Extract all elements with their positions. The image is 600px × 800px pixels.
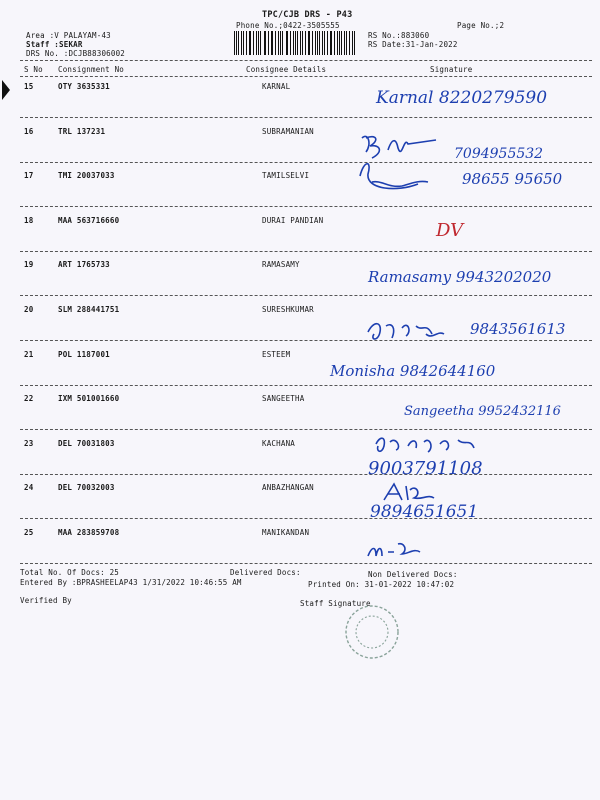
divider: [20, 563, 592, 564]
handwriting-row-24: 9894651651: [370, 502, 479, 522]
consignee-name: ESTEEM: [262, 350, 291, 359]
barcode-bar: [341, 31, 342, 55]
page-number: Page No.;2: [457, 21, 505, 30]
barcode-bar: [243, 31, 244, 55]
handwriting-row-19: Ramasamy 9943202020: [368, 268, 552, 286]
consignment-number: MAA 283859708: [58, 528, 120, 537]
barcode-bar: [275, 31, 276, 55]
staff-signature-label: Staff Signature: [300, 599, 371, 608]
barcode-bar: [300, 31, 301, 55]
row-divider: [20, 474, 592, 475]
barcode-bar: [290, 31, 291, 55]
barcode-bar: [253, 31, 254, 55]
barcode-bar: [241, 31, 242, 55]
barcode-bar: [309, 31, 310, 55]
barcode: [234, 31, 356, 55]
consignee-name: SURESHKUMAR: [262, 305, 314, 314]
non-delivered-docs: Non Delivered Docs:: [368, 570, 458, 579]
consignment-number: POL 1187001: [58, 350, 110, 359]
row-serial-number: 21: [24, 350, 34, 359]
office-stamp: [334, 604, 410, 660]
verified-by: Verified By: [20, 596, 72, 605]
consignee-name: MANIKANDAN: [262, 528, 310, 537]
entered-by: Entered By :BPRASHEELAP43 1/31/2022 10:46:55 AM: [20, 578, 242, 587]
divider: [20, 60, 592, 61]
barcode-bar: [260, 31, 261, 55]
consignment-number: ART 1765733: [58, 260, 110, 269]
barcode-bar: [282, 31, 283, 55]
row-divider: [20, 340, 592, 341]
barcode-bar: [352, 31, 353, 55]
row-divider: [20, 162, 592, 163]
divider: [20, 76, 592, 77]
handwriting-row-15: Karnal 8220279590: [376, 88, 548, 108]
area-label: Area :V PALAYAM-43: [26, 31, 111, 40]
consignee-name: SANGEETHA: [262, 394, 305, 403]
row-serial-number: 18: [24, 216, 34, 225]
printed-on: Printed On: 31-01-2022 10:47:02: [308, 580, 455, 589]
row-divider: [20, 429, 592, 430]
consignee-name: TAMILSELVI: [262, 171, 310, 180]
row-serial-number: 22: [24, 394, 34, 403]
consignment-number: MAA 563716660: [58, 216, 120, 225]
row-serial-number: 16: [24, 127, 34, 136]
delivered-docs: Delivered Docs:: [230, 568, 301, 577]
consignee-name: KARNAL: [262, 82, 291, 91]
handwriting-row-16: 7094955532: [454, 146, 544, 162]
consignment-number: SLM 288441751: [58, 305, 120, 314]
consignee-name: ANBAZHANGAN: [262, 483, 314, 492]
row-serial-number: 23: [24, 439, 34, 448]
row-divider: [20, 117, 592, 118]
phone-number: Phone No.;0422-3505555: [236, 21, 340, 30]
total-docs: Total No. Of Docs: 25: [20, 568, 120, 577]
rs-number: RS No.:883060: [368, 31, 430, 40]
row-serial-number: 19: [24, 260, 34, 269]
drs-number: DRS No. :DCJB88306002: [26, 49, 126, 58]
col-signature-header: Signature: [430, 65, 473, 74]
barcode-bar: [268, 31, 269, 55]
handwriting-row-18: DV: [436, 220, 464, 241]
consignee-name: KACHANA: [262, 439, 296, 448]
barcode-bar: [302, 31, 303, 55]
row-divider: [20, 518, 592, 519]
col-consignee-header: Consignee Details: [246, 65, 327, 74]
handwriting-row-17: 98655 95650: [462, 170, 563, 188]
signature-scribble-16-17: [358, 130, 458, 200]
row-serial-number: 15: [24, 82, 34, 91]
barcode-bar: [315, 31, 316, 55]
tamil-signature-row-23: [374, 432, 494, 460]
row-serial-number: 25: [24, 528, 34, 537]
handwriting-row-20: 9843561613: [470, 320, 566, 338]
consignee-name: RAMASAMY: [262, 260, 300, 269]
row-serial-number: 17: [24, 171, 34, 180]
consignee-name: SUBRAMANIAN: [262, 127, 314, 136]
margin-mark: [0, 78, 12, 102]
consignment-number: DEL 70031803: [58, 439, 115, 448]
handwriting-row-21: Monisha 9842644160: [330, 362, 496, 380]
signature-row-25: [364, 538, 424, 566]
row-serial-number: 20: [24, 305, 34, 314]
staff-label: Staff :SEKAR: [26, 40, 83, 49]
row-divider: [20, 251, 592, 252]
consignee-name: DURAI PANDIAN: [262, 216, 324, 225]
barcode-bar: [327, 31, 328, 55]
row-divider: [20, 295, 592, 296]
barcode-bar: [334, 31, 335, 55]
barcode-bar: [322, 31, 323, 55]
row-divider: [20, 385, 592, 386]
handwriting-row-23: 9003791108: [368, 458, 483, 479]
col-sno-header: S No: [24, 65, 43, 74]
signature-row-24: [380, 480, 440, 504]
row-divider: [20, 206, 592, 207]
consignment-number: IXM 501001660: [58, 394, 120, 403]
barcode-bar: [278, 31, 279, 55]
barcode-bar: [256, 31, 257, 55]
tamil-signature-row-20: [366, 318, 446, 348]
barcode-bar: [344, 31, 345, 55]
consignment-number: TMI 20037033: [58, 171, 115, 180]
consignment-number: OTY 3635331: [58, 82, 110, 91]
rs-date: RS Date:31-Jan-2022: [368, 40, 458, 49]
document-title: TPC/CJB DRS - P43: [262, 10, 353, 20]
consignment-number: DEL 70032003: [58, 483, 115, 492]
barcode-bar: [234, 31, 235, 55]
handwriting-row-22: Sangeetha 9952432116: [404, 404, 561, 419]
consignment-number: TRL 137231: [58, 127, 106, 136]
col-consignment-header: Consignment No: [58, 65, 125, 74]
row-serial-number: 24: [24, 483, 34, 492]
